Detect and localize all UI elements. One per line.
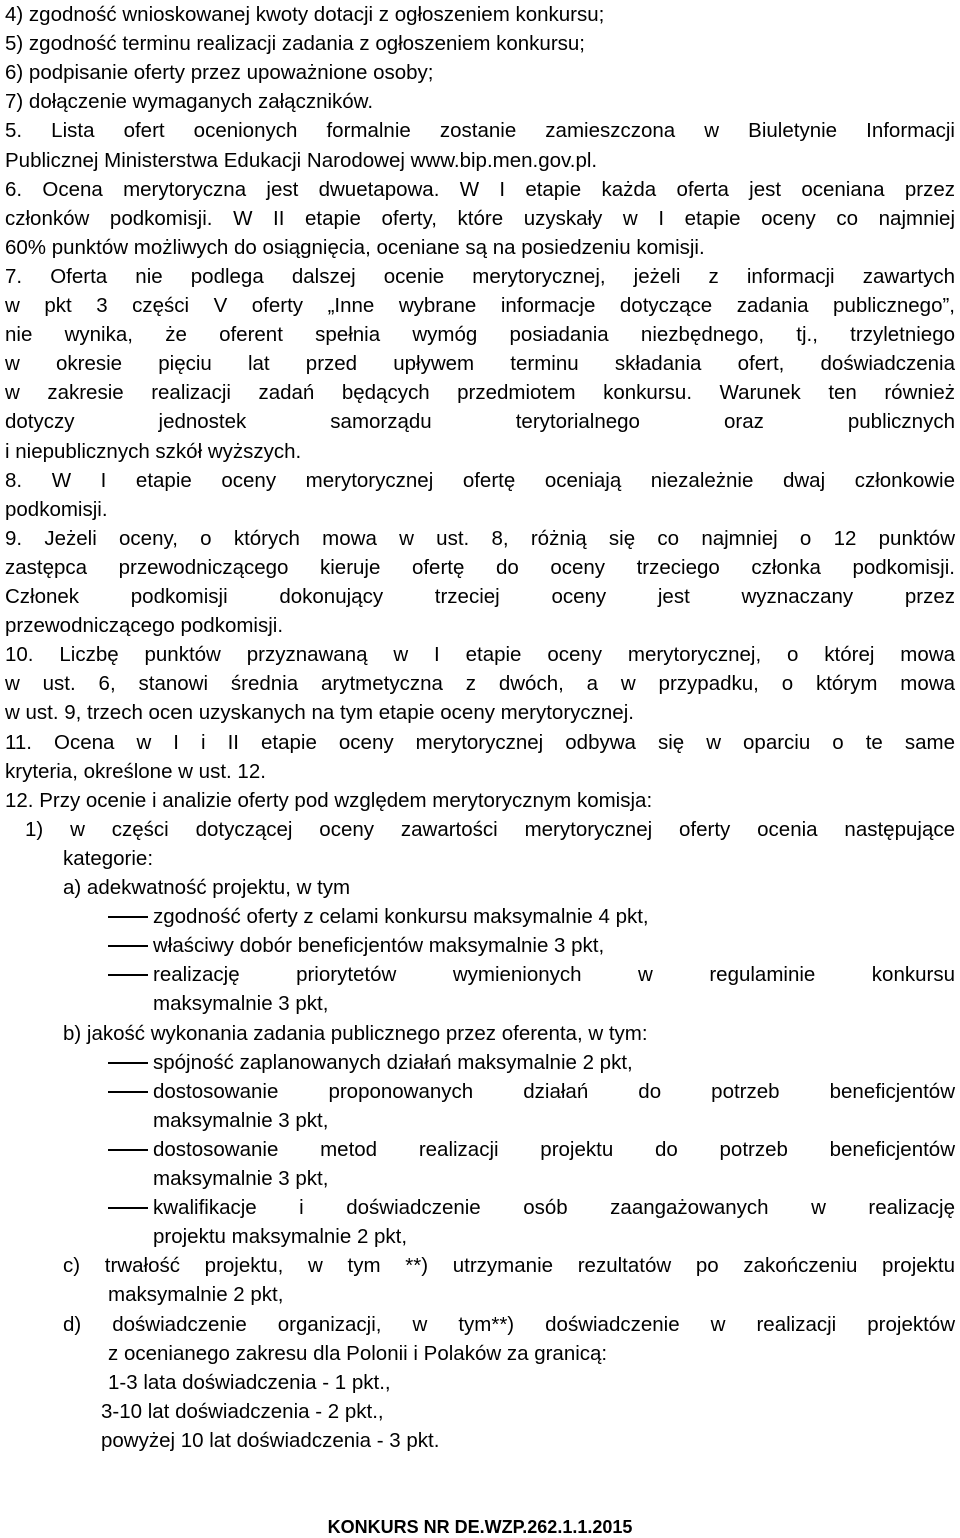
text-line xyxy=(5,1048,955,1077)
line-text: w ust. 6, stanowi średnia arytmetyczna z dwóch, a w przypadku, o którym mowa xyxy=(5,672,955,696)
text-line xyxy=(5,495,955,524)
line-text: 10. Liczbę punktów przyznawaną w I etapie oceny merytorycznej, o której mowa xyxy=(5,643,955,667)
line-text: i niepublicznych szkół wyższych. xyxy=(5,439,302,463)
line-text: b) jakość wykonania zadania publicznego przez oferenta, w tym: xyxy=(63,1021,648,1045)
line-text: 6) podpisanie oferty przez upoważnione osoby; xyxy=(5,61,434,85)
dash-bullet-icon xyxy=(108,1207,148,1209)
text-line xyxy=(5,902,955,931)
text-line xyxy=(5,1426,955,1455)
text-line xyxy=(5,320,955,349)
text-line xyxy=(5,960,955,989)
dash-bullet-icon xyxy=(108,1062,148,1064)
line-text: 6. Ocena merytoryczna jest dwuetapowa. W I etapie każda oferta jest oceniana przez xyxy=(5,177,955,201)
text-line xyxy=(5,1193,955,1222)
line-text: dotyczy jednostek samorządu terytorialnego oraz publicznych xyxy=(5,410,955,434)
text-line xyxy=(5,1222,955,1251)
line-text: Publicznej Ministerstwa Edukacji Narodowej www.bip.men.gov.pl. xyxy=(5,148,598,172)
text-line xyxy=(5,1310,955,1339)
text-line xyxy=(5,1019,955,1048)
text-line xyxy=(5,1106,955,1135)
text-line xyxy=(5,0,955,29)
text-line xyxy=(5,116,955,145)
text-line xyxy=(5,58,955,87)
text-line xyxy=(5,291,955,320)
text-line xyxy=(5,378,955,407)
line-text: 1) w części dotyczącej oceny zawartości merytorycznej oferty ocenia następujące xyxy=(25,817,955,841)
line-text: 3-10 lat doświadczenia - 2 pkt., xyxy=(101,1399,384,1423)
line-text: 4) zgodność wnioskowanej kwoty dotacji z ogłoszeniem konkursu; xyxy=(5,3,605,26)
line-text: maksymalnie 2 pkt, xyxy=(108,1283,284,1307)
text-line xyxy=(5,931,955,960)
text-line xyxy=(5,844,955,873)
line-text: przewodniczącego podkomisji. xyxy=(5,614,284,638)
line-text: 5) zgodność terminu realizacji zadania z ogłoszeniem konkursu; xyxy=(5,32,585,56)
text-line xyxy=(5,1135,955,1164)
line-text: 7. Oferta nie podlega dalszej ocenie merytorycznej, jeżeli z informacji zawartych xyxy=(5,264,955,288)
line-text: 1-3 lata doświadczenia - 1 pkt., xyxy=(108,1370,391,1394)
text-line xyxy=(5,757,955,786)
dash-bullet-icon xyxy=(108,1091,148,1093)
line-text: Członek podkomisji dokonujący trzeciej oceny jest wyznaczany przez xyxy=(5,585,955,608)
text-line xyxy=(5,87,955,116)
page-footer: KONKURS NR DE.WZP.262.1.1.2015 xyxy=(327,1517,633,1537)
line-text: dostosowanie metod realizacji projektu do potrzeb beneficjentów xyxy=(153,1137,955,1161)
text-line xyxy=(5,1397,955,1426)
text-line xyxy=(5,669,955,698)
text-line xyxy=(5,728,955,757)
line-text: zgodność oferty z celami konkursu maksymalnie 4 pkt, xyxy=(153,905,649,929)
line-text: 8. W I etapie oceny merytorycznej ofertę oceniają niezależnie dwaj członkowie xyxy=(5,468,955,492)
text-line xyxy=(5,553,955,582)
line-text: dostosowanie proponowanych działań do potrzeb beneficjentów xyxy=(153,1079,955,1103)
text-line xyxy=(5,466,955,495)
text-line xyxy=(5,349,955,378)
text-line xyxy=(5,437,955,466)
line-text: maksymalnie 3 pkt, xyxy=(153,992,329,1016)
line-text: kategorie: xyxy=(63,846,154,870)
dash-bullet-icon xyxy=(108,1149,148,1151)
line-text: nie wynika, że oferent spełnia wymóg posiadania niezbędnego, tj., trzyletniego xyxy=(5,323,955,347)
text-line xyxy=(5,611,955,640)
text-line xyxy=(5,815,955,844)
line-text: realizację priorytetów wymienionych w regulaminie konkursu xyxy=(153,963,955,987)
line-text: członków podkomisji. W II etapie oferty, które uzyskały w I etapie oceny co najmniej xyxy=(5,206,955,230)
dash-bullet-icon xyxy=(108,974,148,976)
line-text: d) doświadczenie organizacji, w tym**) doświadczenie w realizacji projektów xyxy=(63,1312,955,1336)
line-text: w ust. 9, trzech ocen uzyskanych na tym etapie oceny merytorycznej. xyxy=(5,701,634,725)
text-line xyxy=(5,29,955,58)
text-line xyxy=(5,786,955,815)
text-line xyxy=(5,1339,955,1368)
text-line xyxy=(5,262,955,291)
line-text: 7) dołączenie wymaganych załączników. xyxy=(5,90,374,114)
text-line xyxy=(5,989,955,1018)
line-text: podkomisji. xyxy=(5,497,108,521)
text-line xyxy=(5,1251,955,1280)
line-text: spójność zaplanowanych działań maksymalnie 2 pkt, xyxy=(153,1050,633,1074)
text-line xyxy=(5,582,955,611)
line-text: w pkt 3 części V oferty „Inne wybrane informacje dotyczące zadania publicznego”, xyxy=(5,294,955,317)
dash-bullet-icon xyxy=(108,945,148,947)
line-text: 12. Przy ocenie i analizie oferty pod względem merytorycznym komisja: xyxy=(5,788,653,812)
text-line xyxy=(5,233,955,262)
line-text: 11. Ocena w I i II etapie oceny merytorycznej odbywa się w oparciu o te same xyxy=(5,730,955,754)
line-text: 60% punktów możliwych do osiągnięcia, oceniane są na posiedzeniu komisji. xyxy=(5,235,705,259)
dash-bullet-icon xyxy=(108,916,148,918)
text-line xyxy=(5,1077,955,1106)
line-text: kryteria, określone w ust. 12. xyxy=(5,759,266,783)
line-text: w zakresie realizacji zadań będących przedmiotem konkursu. Warunek ten również xyxy=(5,381,955,405)
line-text: maksymalnie 3 pkt, xyxy=(153,1167,329,1190)
line-text: a) adekwatność projektu, w tym xyxy=(63,876,351,899)
line-text: 5. Lista ofert ocenionych formalnie zostanie zamieszczona w Biuletynie Informacji xyxy=(5,119,955,143)
text-line xyxy=(5,1164,955,1193)
text-line xyxy=(5,204,955,233)
line-text: w okresie pięciu lat przed upływem terminu składania ofert, doświadczenia xyxy=(5,352,955,376)
text-line xyxy=(5,175,955,204)
line-text: maksymalnie 3 pkt, xyxy=(153,1108,329,1132)
line-text: kwalifikacje i doświadczenie osób zaangażowanych w realizację xyxy=(153,1196,955,1220)
line-text: z ocenianego zakresu dla Polonii i Polaków za granicą: xyxy=(108,1341,608,1365)
text-line xyxy=(5,1280,955,1309)
line-text: zastępca przewodniczącego kieruje ofertę do oceny trzeciego członka podkomisji. xyxy=(5,555,955,579)
text-line xyxy=(5,407,955,436)
text-line xyxy=(5,640,955,669)
line-text: 9. Jeżeli oceny, o których mowa w ust. 8, różnią się co najmniej o 12 punktów xyxy=(5,526,955,550)
text-line xyxy=(5,146,955,175)
text-line xyxy=(5,873,955,902)
line-text: właściwy dobór beneficjentów maksymalnie 3 pkt, xyxy=(153,934,605,958)
text-line xyxy=(5,524,955,553)
text-line xyxy=(5,1368,955,1397)
line-text: projektu maksymalnie 2 pkt, xyxy=(153,1225,408,1249)
line-text: c) trwałość projektu, w tym **) utrzymanie rezultatów po zakończeniu projektu xyxy=(63,1254,955,1278)
text-line xyxy=(5,698,955,727)
line-text: powyżej 10 lat doświadczenia - 3 pkt. xyxy=(101,1428,440,1452)
